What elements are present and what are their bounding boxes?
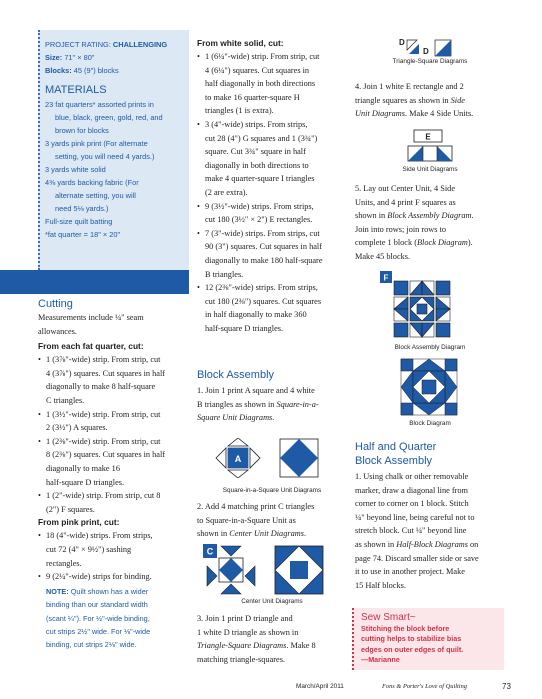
project-size: Size: 71" × 80" bbox=[45, 53, 95, 62]
side-unit-result bbox=[408, 146, 452, 161]
fig6-caption: Block Diagram bbox=[409, 420, 451, 427]
pink-list bbox=[38, 529, 190, 651]
fig2-caption: Center Unit Diagrams bbox=[241, 598, 303, 605]
list-item: • 1 (3⅞"-wide) strip. From strip, cut 4 (3⅞") squares. Cut squares in half diagonally to make 8 half-square C triangles. bbox=[38, 353, 190, 407]
list-item: • 7 (3"-wide) strips. From strips, cut 90 (3") squares. Cut squares in half diagonally to make 180 half-square B triangles. bbox=[197, 227, 347, 281]
fig2-label: C bbox=[206, 546, 214, 557]
materials-item: 23 fat quarters* assorted prints in bbox=[45, 100, 154, 109]
block-assembly-heading: Block Assembly bbox=[197, 369, 275, 381]
fig3-label-2: D bbox=[423, 47, 429, 56]
sew-smart-title: Sew Smart~ bbox=[361, 612, 416, 623]
list-item: • 1 (2"-wide) strip. From strip, cut 8 (2") F squares. bbox=[38, 489, 190, 516]
fig4-caption: Side Unit Diagrams bbox=[402, 166, 458, 173]
cutting-intro: Measurements include ¼" seam allowances. bbox=[38, 313, 144, 336]
step-3: 3. Join 1 print D triangle and 1 white D triangle as shown in Triangle-Square Diagrams. Make 8 matching triangle-squares. bbox=[197, 614, 316, 664]
step-1: 1. Join 1 print A square and 4 white B triangles as shown in Square-in-a- Square Unit Diagrams. bbox=[197, 386, 319, 423]
step-2: 2. Add 4 matching print C triangles to Square-in-a-Square Unit as shown in Center Unit Diagrams. bbox=[197, 502, 315, 539]
triangle-square-result bbox=[435, 40, 451, 56]
step-4: 4. Join 1 white E rectangle and 2 triangle squares as shown in Side Unit Diagrams. Make 4 Side Units. bbox=[355, 82, 474, 119]
list-item: • 1 (3½"-wide) strip. From strip, cut 2 (3½") A squares. bbox=[38, 408, 190, 435]
b-triangle bbox=[250, 448, 260, 468]
materials-item: setting, you will need 4 yards.) bbox=[55, 152, 155, 161]
materials-item: 3 yards white solid bbox=[45, 165, 106, 174]
blue-band bbox=[0, 270, 189, 294]
b-triangle bbox=[228, 470, 248, 478]
fat-quarter-subhead: From each fat quarter, cut: bbox=[38, 341, 144, 352]
list-item: • 9 (3½"-wide) strips. From strips, cut 180 (3½" × 2") E rectangles. bbox=[197, 200, 347, 227]
project-rating: PROJECT RATING: CHALLENGING bbox=[45, 40, 168, 49]
list-item: • 3 (4"-wide) strips. From strips, cut 28 (4") G squares and 1 (3¾") square. Cut 3¾" square in half diagonally in both directions to make 4 quarter-square I triangles (2 are extra). bbox=[197, 118, 347, 200]
sew-smart-body: Stitching the block before cutting helps to stabilize bias edges on outer edges of quilt. —Marianne bbox=[361, 624, 464, 665]
half-quarter-heading: Half and Quarter Block Assembly bbox=[355, 441, 437, 467]
materials-heading: MATERIALS bbox=[45, 84, 107, 96]
cutting-heading: Cutting bbox=[38, 298, 73, 310]
fat-quarter-list bbox=[38, 353, 190, 516]
materials-item: need 5⅛ yards.) bbox=[55, 204, 109, 213]
fig3-label: D bbox=[399, 38, 405, 47]
b-triangle bbox=[216, 448, 226, 468]
step-5: 5. Lay out Center Unit, 4 Side Units, and 4 print F squares as shown in Block Assembly Diagram. Join into rows; join rows to complete 1 block (Block Diagram). Make 45 blocks. bbox=[355, 184, 474, 261]
fig1-label: A bbox=[234, 454, 242, 464]
materials-item: blue, black, green, gold, red, and bbox=[55, 113, 163, 122]
side-unit-diagram bbox=[404, 128, 456, 164]
materials-item: 3 yards pink print (For alternate bbox=[45, 139, 148, 148]
block-assembly-diagram bbox=[380, 271, 464, 343]
materials-item: *fat quarter = 18" × 20" bbox=[45, 230, 121, 239]
half-quarter-step-1: 1. Using chalk or other removable marker, draw a diagonal line from corner to corner on 1 block. Stitch ¼" beyond line, being careful not to stretch block. Cut ¼" beyond line as shown in Half-Block Diagrams on page 74. Discard smaller side or save it to use in another project. Make 15 Half blocks. bbox=[355, 472, 479, 590]
materials-item: 4⅜ yards backing fabric (For bbox=[45, 178, 139, 187]
white-list bbox=[197, 50, 347, 335]
cutting-section bbox=[38, 297, 190, 652]
materials-item: brown for blocks bbox=[55, 126, 109, 135]
block-assembly-section bbox=[197, 368, 347, 425]
white-solid-section bbox=[197, 37, 347, 335]
block-assembly-pieces bbox=[394, 281, 450, 337]
materials-item: Full-size quilt batting bbox=[45, 217, 113, 226]
triangle-square-diagram bbox=[395, 36, 457, 58]
center-unit-result bbox=[275, 546, 323, 594]
page-number: 73 bbox=[502, 682, 511, 691]
fig3-caption: Triangle-Square Diagrams bbox=[392, 58, 468, 65]
list-item: • 9 (2¼"-wide) strips for binding. NOTE: Quilt shown has a wider binding than our standard width (scant ¼"). For ½"-wide binding, cut strips 2½" wide. For ⅛"-wide binding, cut strips 2⅛" wide. bbox=[38, 570, 190, 652]
b-triangle bbox=[228, 438, 248, 446]
list-item: • 1 (6¼"-wide) strip. From strip, cut 4 (6¼") squares. Cut squares in half diagonally in both directions to make 16 quarter-square H triangles (1 is extra). bbox=[197, 50, 347, 118]
fig5-caption: Block Assembly Diagram bbox=[394, 344, 466, 351]
half-quarter-section bbox=[355, 440, 507, 592]
fig1-caption: Square-in-a-Square Unit Diagrams bbox=[222, 487, 322, 494]
center-unit-diagram bbox=[203, 542, 325, 596]
fig4-label: E bbox=[425, 132, 431, 142]
square-in-a-square-result bbox=[280, 439, 318, 477]
list-item: • 12 (2⅜"-wide) strips. From strips, cut 180 (2⅜") squares. Cut squares in half diagonally to make 360 half-square D triangles. bbox=[197, 281, 347, 335]
footer-magazine: Fons & Porter's Love of Quilting bbox=[382, 683, 467, 690]
list-item: • 1 (2⅜"-wide) strip. From strip, cut 8 (2⅜") squares. Cut squares in half diagonally to make 16 half-square D triangles. bbox=[38, 435, 190, 489]
materials-item: alternate setting, you will bbox=[55, 191, 136, 200]
block-diagram bbox=[400, 358, 458, 416]
fig5-label: F bbox=[383, 273, 389, 283]
square-in-a-square-diagram bbox=[212, 438, 322, 478]
sew-smart-tip bbox=[352, 608, 504, 670]
list-item: • 18 (4"-wide) strips. From strips, cut 72 (4" × 9½") sashing rectangles. bbox=[38, 529, 190, 570]
project-blocks: Blocks: 45 (9") blocks bbox=[45, 66, 119, 75]
white-solid-subhead: From white solid, cut: bbox=[197, 38, 284, 48]
pink-print-subhead: From pink print, cut: bbox=[38, 517, 120, 528]
binding-note: NOTE: Quilt shown has a wider binding than our standard width (scant ¼"). For ½"-wide binding, cut strips 2½" wide. For ⅛"-wide binding, cut strips 2⅛" wide. bbox=[46, 586, 151, 650]
footer-issue: March/April 2011 bbox=[296, 683, 344, 690]
project-info-box bbox=[38, 30, 189, 270]
